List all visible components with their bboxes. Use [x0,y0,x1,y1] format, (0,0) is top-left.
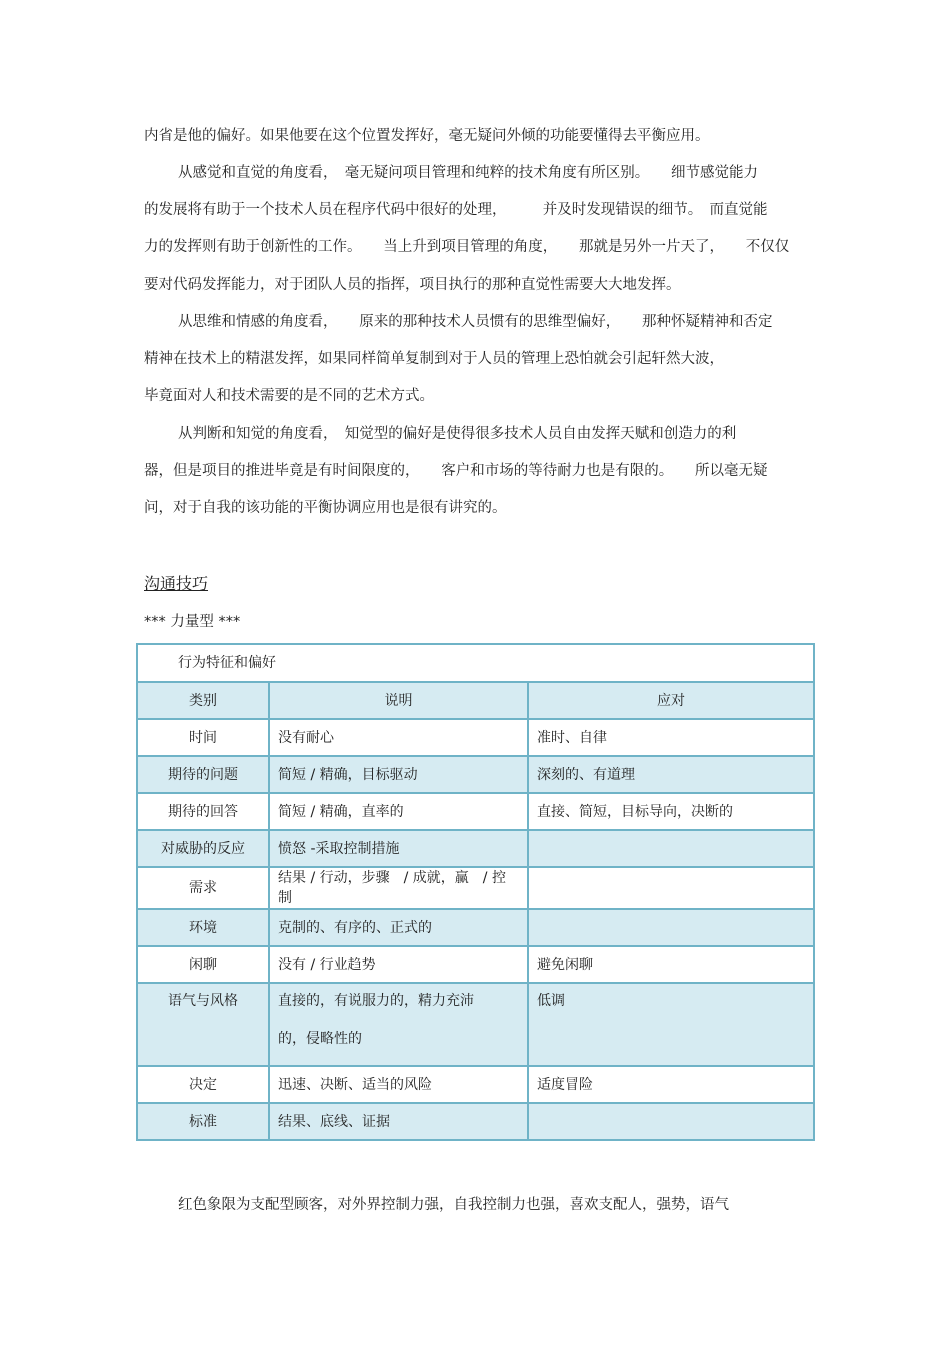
description-cell: 愤怒 -采取控制措施 [269,830,528,867]
category-text: 语气与风格 [168,993,238,1009]
description-cell: 没有耐心 [269,719,528,756]
description-cell: 没有 / 行业趋势 [269,946,528,983]
type-label: *** 力量型 *** [144,614,241,630]
category-cell: 标准 [137,1103,269,1140]
paragraph-line: 从感觉和直觉的角度看， 毫无疑问项目管理和纯粹的技术角度有所区别。 细节感觉能力 [178,165,758,181]
category-cell: 期待的问题 [137,756,269,793]
category-cell: 时间 [137,719,269,756]
table-row [137,719,814,756]
column-header: 应对 [528,682,814,719]
category-cell: 需求 [137,867,269,909]
response-cell: 准时、自律 [528,719,814,756]
table-row [137,909,814,946]
response-cell: 深刻的、有道理 [528,756,814,793]
response-cell [528,830,814,867]
description-cell: 简短 / 精确，直率的 [269,793,528,830]
response-cell: 适度冒险 [528,1066,814,1103]
description-cell [269,983,528,1066]
paragraph-line: 要对代码发挥能力，对于团队人员的指挥，项目执行的那种直觉性需要大大地发挥。 [144,277,681,293]
section-title: 沟通技巧 [144,574,209,593]
response-cell [528,1103,814,1140]
footer-paragraph: 红色象限为支配型顾客，对外界控制力强，自我控制力也强，喜欢支配人，强势，语气 [178,1197,729,1213]
paragraph-line: 毕竟面对人和技术需要的是不同的艺术方式。 [144,388,434,404]
paragraph-line: 问，对于自我的该功能的平衡协调应用也是很有讲究的。 [144,500,507,516]
column-header: 说明 [269,682,528,719]
description-cell: 克制的、有序的、正式的 [269,909,528,946]
table-row [137,793,814,830]
category-cell: 闲聊 [137,946,269,983]
description-cell: 结果 / 行动，步骤 / 成就，赢 / 控制 [269,867,528,909]
description-text [278,982,519,1058]
paragraph-line: 从判断和知觉的角度看， 知觉型的偏好是使得很多技术人员自由发挥天赋和创造力的利 [178,426,737,442]
category-cell: 决定 [137,1066,269,1103]
table-row [137,830,814,867]
paragraph-line: 器，但是项目的推进毕竟是有时间限度的， 客户和市场的等待耐力也是有限的。 所以毫无疑 [144,463,768,479]
description-cell: 结果、底线、证据 [269,1103,528,1140]
paragraph-line: 内省是他的偏好。如果他要在这个位置发挥好，毫无疑问外倾的功能要懂得去平衡应用。 [144,128,710,144]
description-line-continued: 的，侵略性的 [278,1031,362,1047]
paragraph-line: 从思维和情感的角度看， 原来的那种技术人员惯有的思维型偏好， 那种怀疑精神和否定 [178,314,773,330]
response-cell: 避免闲聊 [528,946,814,983]
paragraph-line: 的发展将有助于一个技术人员在程序代码中很好的处理， 并及时发现错误的细节。 而直觉能 [144,202,768,218]
category-cell: 期待的回答 [137,793,269,830]
paragraph-line: 力的发挥则有助于创新性的工作。 当上升到项目管理的角度， 那就是另外一片天了， 不仅仅 [144,239,790,255]
table-row [137,983,814,1066]
response-cell [528,867,814,909]
description-cell: 迅速、决断、适当的风险 [269,1066,528,1103]
response-cell: 直接、简短，目标导向，决断的 [528,793,814,830]
table-row [137,867,814,909]
table-row [137,1066,814,1103]
category-cell [137,983,269,1066]
behavior-table [136,643,815,1141]
category-cell: 对威胁的反应 [137,830,269,867]
response-cell [528,909,814,946]
response-text: 低调 [537,993,565,1009]
description-cell: 简短 / 精确，目标驱动 [269,756,528,793]
paragraph-line: 精神在技术上的精湛发挥，如果同样简单复制到对于人员的管理上恐怕就会引起轩然大波， [144,351,724,367]
response-cell [528,983,814,1066]
table-header-row [137,682,814,719]
table-row [137,756,814,793]
category-cell: 环境 [137,909,269,946]
table-row [137,946,814,983]
column-header: 类别 [137,682,269,719]
table-row [137,1103,814,1140]
table-caption: 行为特征和偏好 [137,644,814,682]
description-line: 直接的，有说服力的，精力充沛 [278,993,474,1009]
